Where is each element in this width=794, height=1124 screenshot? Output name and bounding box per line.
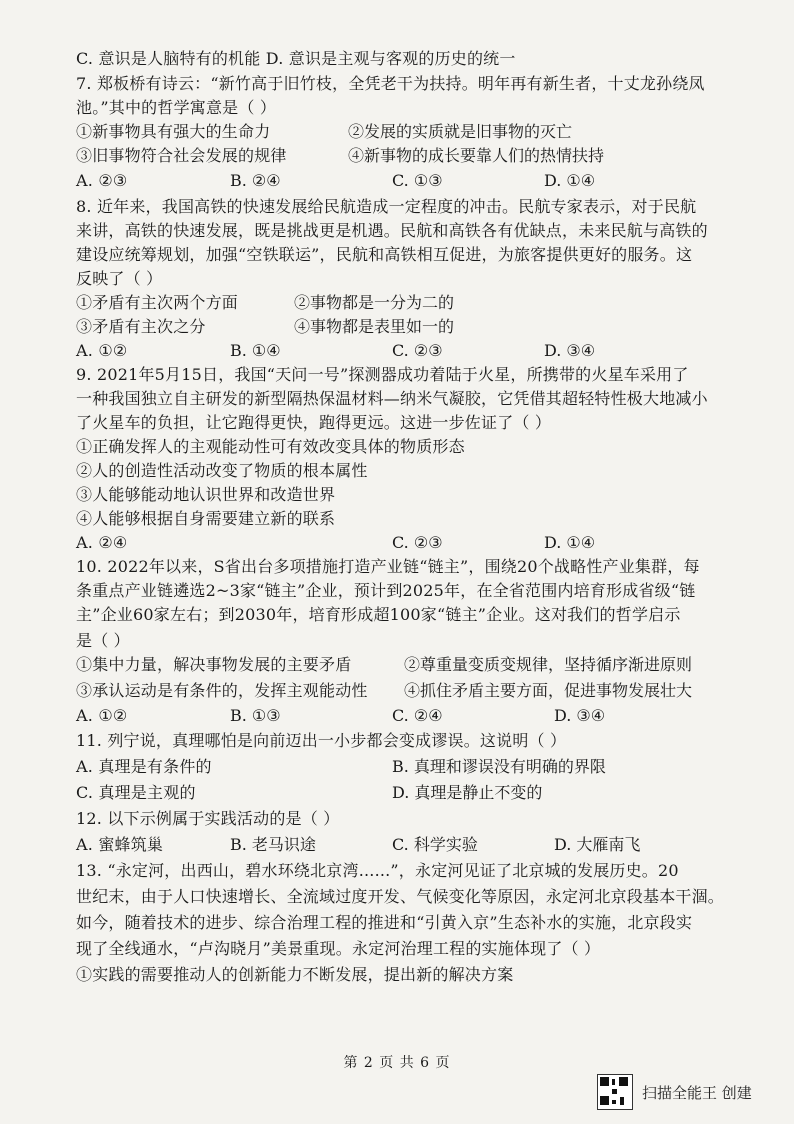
text-line: 池。”其中的哲学寓意是（ ） — [76, 98, 277, 117]
option-item: ②人的创造性活动改变了物质的根本属性 — [76, 461, 368, 480]
option-item: ④抓住矛盾主要方面，促进事物发展壮大 — [404, 681, 693, 700]
question-9: 9. 2021年5月15日，我国“天问一号”探测器成功着陆于火星，所携带的火星车采用了 — [76, 365, 689, 384]
text-line: 反映了（ ） — [76, 269, 163, 288]
option-item: ③旧事物符合社会发展的规律 — [76, 146, 287, 165]
option-item: ①新事物具有强大的生命力 — [76, 122, 271, 141]
option-item: ④新事物的成长要靠人们的热情扶持 — [348, 146, 605, 165]
text-line: 世纪末，由于人口快速增长、全流域过度开发、气候变化等原因，永定河北京段基本干涸。 — [76, 887, 725, 906]
option-item: ①实践的需要推动人的创新能力不断发展，提出新的解决方案 — [76, 965, 514, 984]
answer-choice: C. 科学实验 — [392, 835, 478, 854]
answer-choice: C. ②③ — [392, 341, 443, 360]
text-line: 建设应统筹规划，加强“空铁联运”，民航和高铁相互促进，为旅客提供更好的服务。这 — [76, 245, 693, 264]
answer-choice: D. ③④ — [544, 341, 596, 360]
text-line: C. 意识是人脑特有的机能 D. 意识是主观与客观的历史的统一 — [76, 49, 516, 68]
answer-choice: D. ①④ — [544, 171, 596, 190]
option-item: ①集中力量，解决事物发展的主要矛盾 — [76, 655, 352, 674]
question-11: 11. 列宁说，真理哪怕是向前迈出一小步都会变成谬误。这说明（ ） — [76, 731, 567, 750]
text-line: 如今，随着技术的进步、综合治理工程的推进和“引黄入京”生态补水的实施，北京段实 — [76, 913, 693, 932]
answer-choice: C. ①③ — [392, 171, 443, 190]
text-line: 是（ ） — [76, 631, 130, 650]
text-line: 现了全线通水，“卢沟晓月”美景重现。永定河治理工程的实施体现了（ ） — [76, 939, 601, 958]
option-item: ③人能够能动地认识世界和改造世界 — [76, 485, 336, 504]
answer-choice: B. 老马识途 — [230, 835, 316, 854]
option-item: ③承认运动是有条件的，发挥主观能动性 — [76, 681, 368, 700]
answer-choice: A. ②④ — [76, 533, 128, 552]
answer-choice: A. 真理是有条件的 — [76, 757, 212, 776]
option-item: ④事物都是表里如一的 — [294, 317, 455, 336]
text-line: 一种我国独立自主研发的新型隔热保温材料—纳米气凝胶，它凭借其超轻特性极大地减小 — [76, 389, 708, 408]
text-line: 条重点产业链遴选2~3家“链主”企业，预计到2025年，在全省范围内培育形成省级“链 — [76, 581, 696, 600]
answer-choice: B. ①③ — [230, 706, 281, 725]
qr-code-icon — [597, 1074, 633, 1110]
page-number: 第 2 页 共 6 页 — [343, 1055, 451, 1071]
answer-choice: A. 蜜蜂筑巢 — [76, 835, 164, 854]
answer-choice: A. ①② — [76, 706, 128, 725]
option-item: ②尊重量变质变规律，坚持循序渐进原则 — [404, 655, 693, 674]
answer-choice: C. ②③ — [392, 533, 443, 552]
answer-choice: A. ①② — [76, 341, 128, 360]
text-line: 了火星车的负担，让它跑得更快，跑得更远。这进一步佐证了（ ） — [76, 413, 552, 432]
text-line: 来讲，高铁的快速发展，既是挑战更是机遇。民航和高铁各有优缺点，未来民航与高铁的 — [76, 221, 708, 240]
answer-choice: D. 大雁南飞 — [554, 835, 641, 854]
option-item: ④人能够根据自身需要建立新的联系 — [76, 509, 336, 528]
answer-choice: D. 真理是静止不变的 — [392, 783, 543, 802]
answer-choice: B. ①④ — [230, 341, 281, 360]
answer-choice: C. ②④ — [392, 706, 443, 725]
question-13: 13. “永定河，出西山，碧水环绕北京湾......”，永定河见证了北京城的发展历史。20 — [76, 861, 679, 880]
question-10: 10. 2022年以来，S省出台多项措施打造产业链“链主”，围绕20个战略性产业集群，每 — [76, 557, 700, 576]
answer-choice: B. 真理和谬误没有明确的界限 — [392, 757, 606, 776]
scanner-brand-label: 扫描全能王 创建 — [642, 1084, 752, 1102]
option-item: ①矛盾有主次两个方面 — [76, 293, 239, 312]
question-12: 12. 以下示例属于实践活动的是（ ） — [76, 809, 340, 828]
question-7: 7. 郑板桥有诗云：“新竹高于旧竹枝，全凭老干为扶持。明年再有新生者，十丈龙孙绕凤 — [76, 74, 705, 93]
answer-choice: D. ①④ — [544, 533, 596, 552]
option-item: ③矛盾有主次之分 — [76, 317, 206, 336]
answer-choice: D. ③④ — [554, 706, 606, 725]
option-item: ②事物都是一分为二的 — [294, 293, 455, 312]
answer-choice: A. ②③ — [76, 171, 128, 190]
option-item: ①正确发挥人的主观能动性可有效改变具体的物质形态 — [76, 437, 465, 456]
question-8: 8. 近年来，我国高铁的快速发展给民航造成一定程度的冲击。民航专家表示，对于民航 — [76, 197, 697, 216]
option-item: ②发展的实质就是旧事物的灭亡 — [348, 122, 573, 141]
answer-choice: B. ②④ — [230, 171, 281, 190]
text-line: 主”企业60家左右；到2030年，培育形成超100家“链主”企业。这对我们的哲学启示 — [76, 605, 681, 624]
answer-choice: C. 真理是主观的 — [76, 783, 196, 802]
